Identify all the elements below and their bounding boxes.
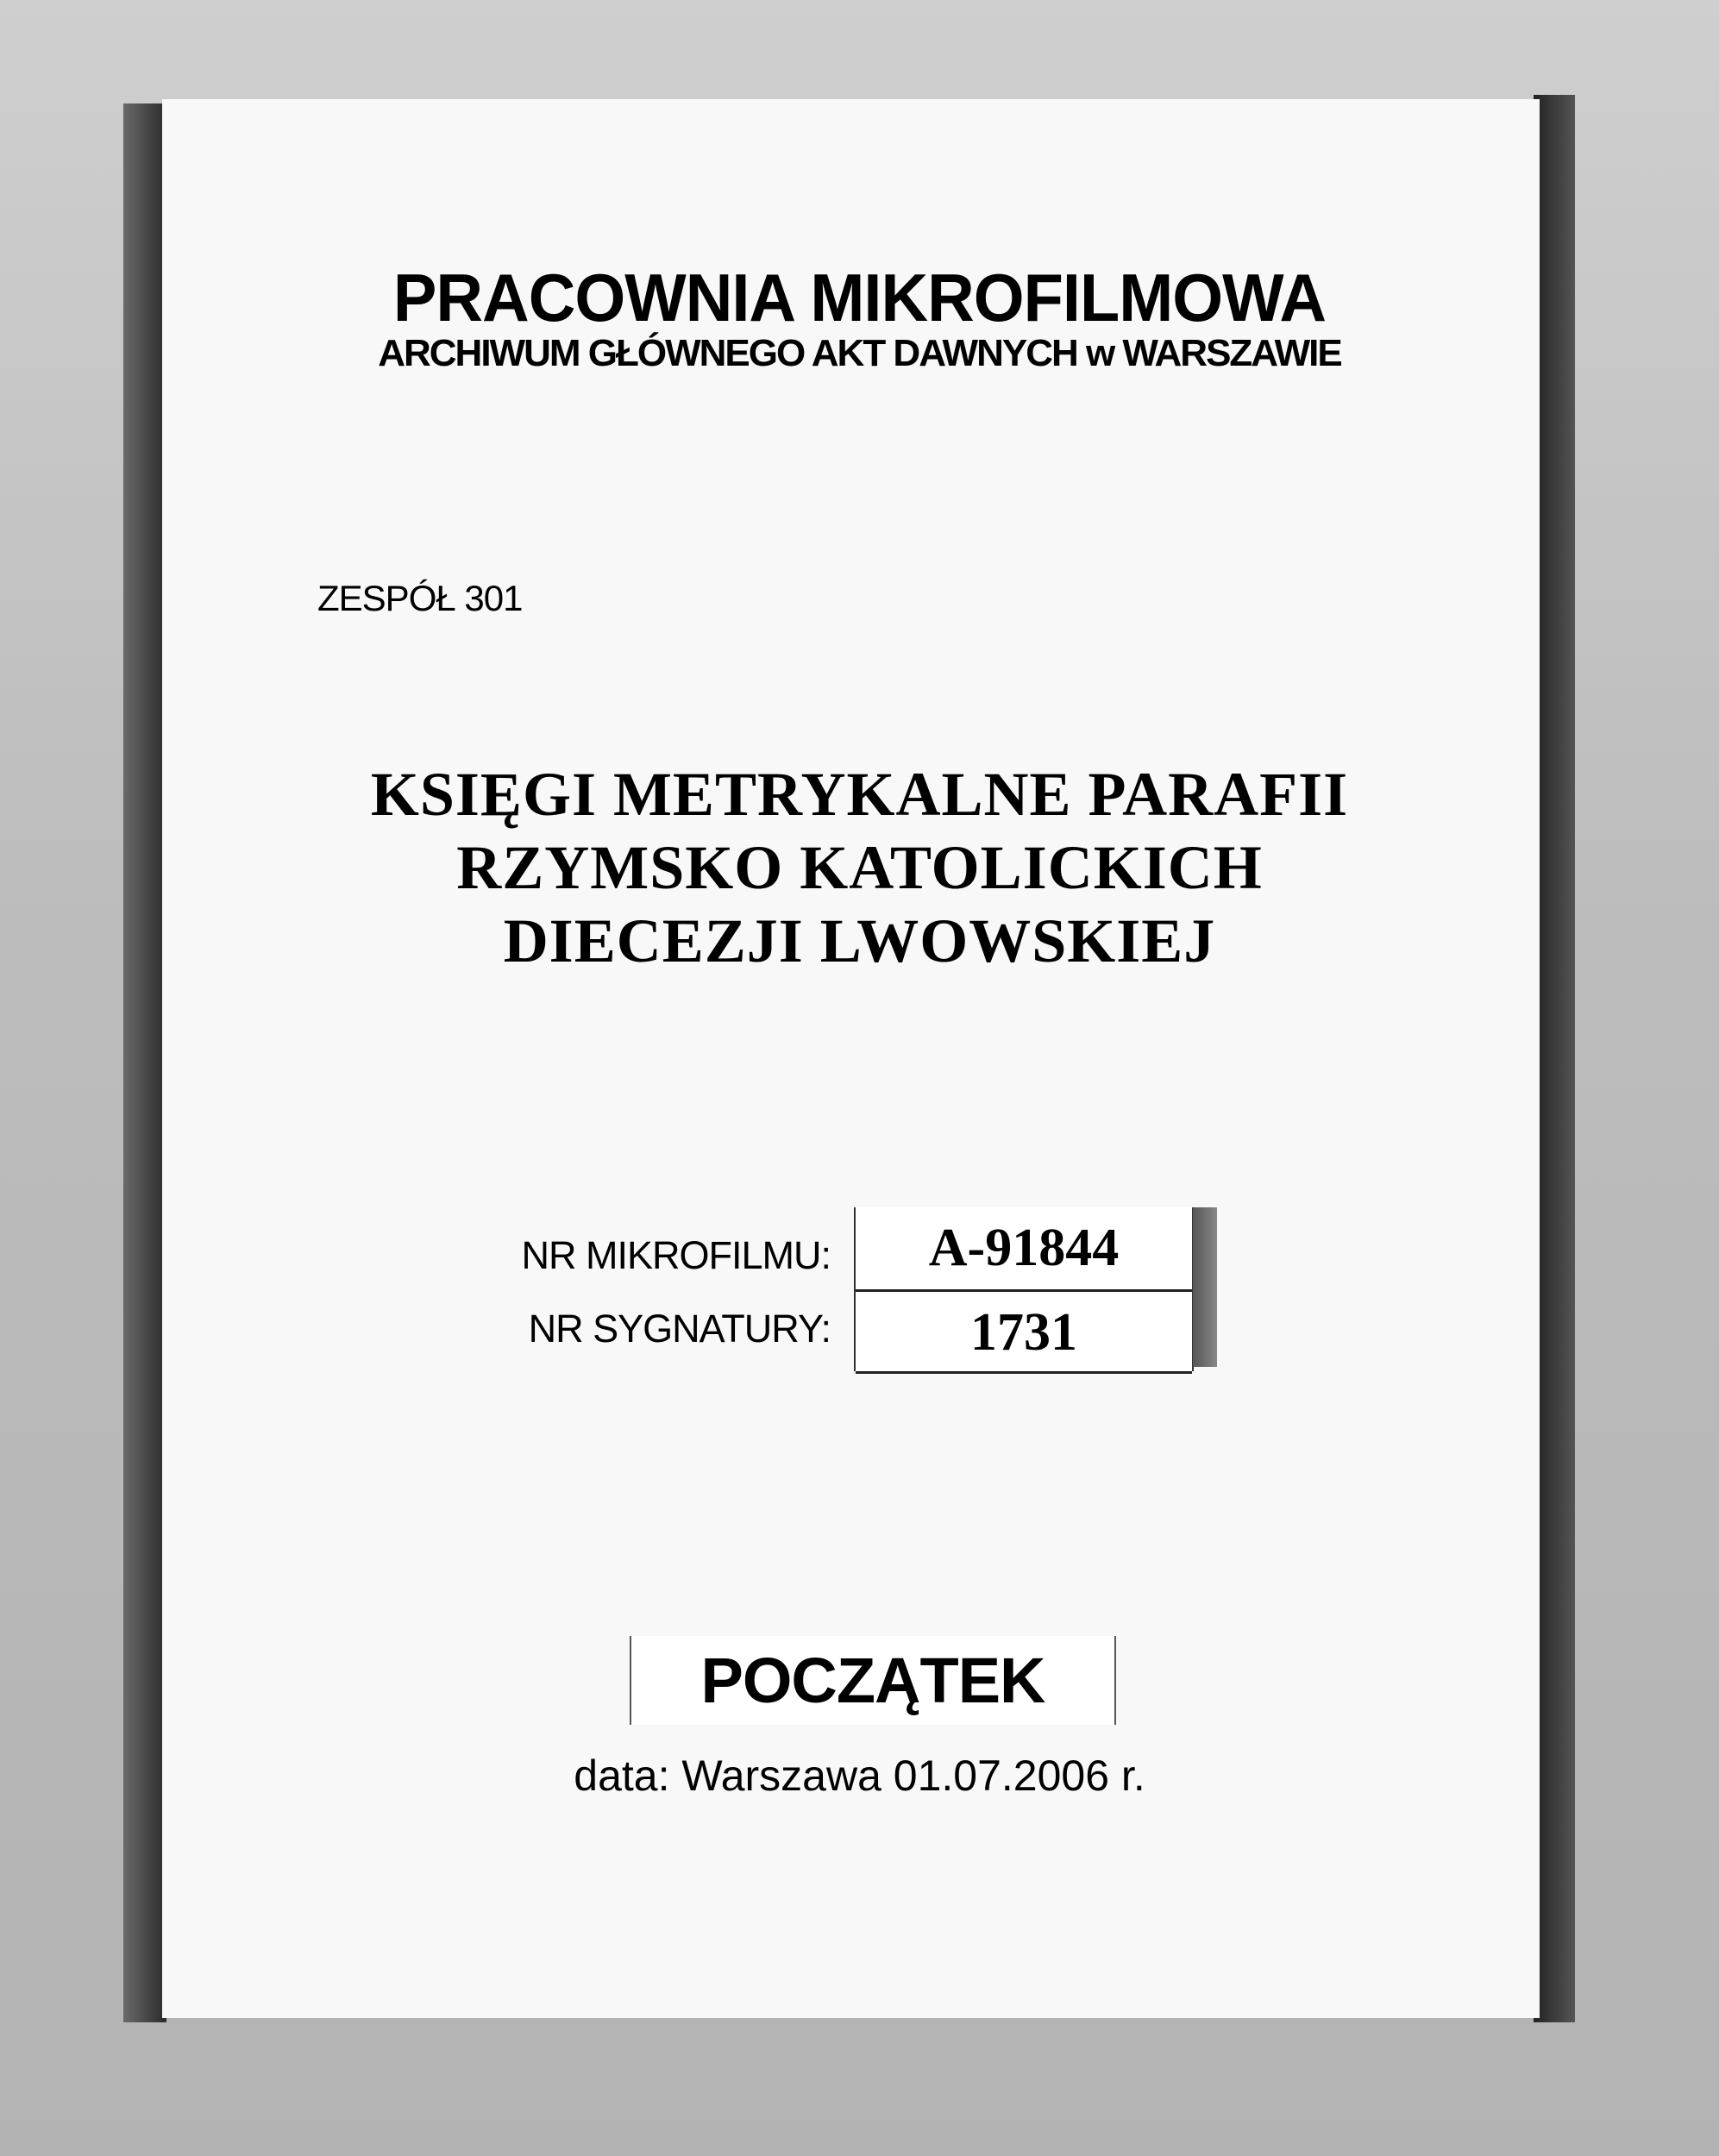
- institution-subtitle: ARCHIWUM GŁÓWNEGO AKT DAWNYCH w WARSZAWIE: [378, 332, 1341, 374]
- collection-title-line-2: RZYMSKO KATOLICKICH: [456, 833, 1263, 902]
- number-box: [854, 1207, 1194, 1371]
- microfilm-value: A-91844: [928, 1219, 1120, 1277]
- label-strip: [1193, 1207, 1217, 1367]
- institution-title: PRACOWNIA MIKROFILMOWA: [392, 260, 1327, 335]
- date-line: data: Warszawa 01.07.2006 r.: [574, 1752, 1145, 1800]
- document-sheet: [162, 99, 1540, 2018]
- start-marker-label: POCZĄTEK: [630, 1636, 1116, 1725]
- fonds-number: ZESPÓŁ 301: [317, 578, 523, 618]
- signature-label: NR SYGNATURY:: [528, 1307, 831, 1351]
- collection-title-line-3: DIECEZJI LWOWSKIEJ: [503, 906, 1216, 975]
- signature-value: 1731: [856, 1289, 1192, 1374]
- microfilm-label: NR MIKROFILMU:: [521, 1233, 831, 1277]
- film-edge-shadow-left: [123, 103, 166, 2022]
- film-edge-shadow-right: [1534, 95, 1575, 2022]
- collection-title-line-1: KSIĘGI METRYKALNE PARAFII: [370, 760, 1349, 829]
